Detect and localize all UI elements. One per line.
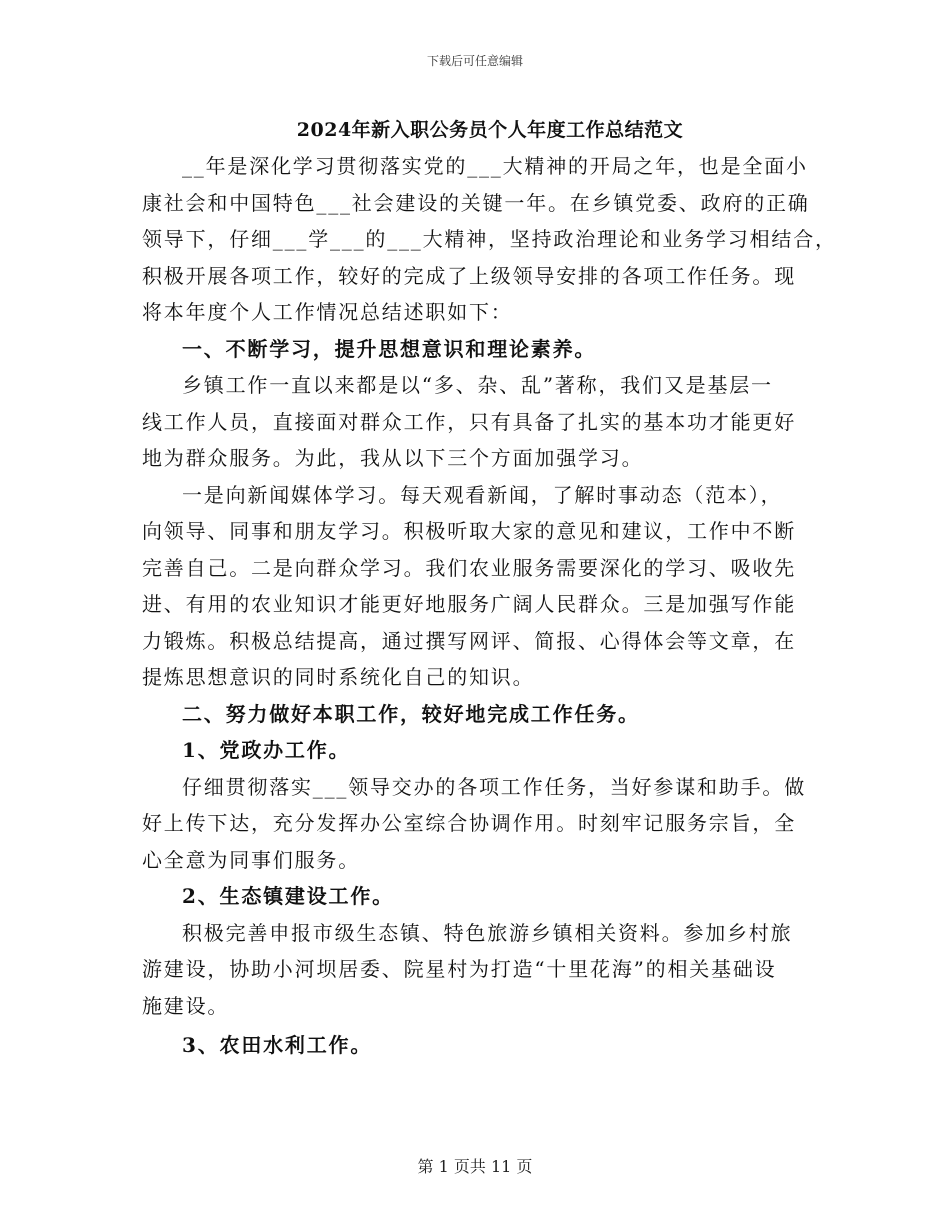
document-title: 2024年新入职公务员个人年度工作总结范文 xyxy=(296,119,684,141)
intro-paragraph: __年是深化学习贯彻落实党的___大精神的开局之年，也是全面小 康社会和中国特色___社会建设的关键一年。在乡镇党委、政府的正确 领导下，仔细___学___的___大精神，坚持政治理论和业务学习相结合， 积极开展各项工作，较好的完成了上级领导安排的各项工作任务。现 将本年度个人工作情况总结述职如下： xyxy=(142,154,837,324)
subsection-2-paragraph: 积极完善申报市级生态镇、特色旅游乡镇相关资料。参加乡村旅 游建设，协助小河坝居委、院星村为打造“十里花海”的相关基础设 施建设。 xyxy=(142,920,793,1018)
page-header-note: 下载后可任意编辑 xyxy=(426,54,523,68)
subsection-heading-2: 2、生态镇建设工作。 xyxy=(182,884,394,908)
page-number: 第 1 页共 11 页 xyxy=(417,1157,533,1176)
subsection-heading-1: 1、党政办工作。 xyxy=(182,738,351,762)
subsection-heading-3: 3、农田水利工作。 xyxy=(182,1033,373,1057)
document-body xyxy=(142,148,842,1064)
section-1-paragraph-1: 乡镇工作一直以来都是以“多、杂、乱”著称，我们又是基层一 线工作人员，直接面对群众工作，只有具备了扎实的基本功才能更好 地为群众服务。为此，我从以下三个方面加强学习。 xyxy=(142,373,796,470)
section-heading-2: 二、努力做好本职工作，较好地完成工作任务。 xyxy=(182,701,640,726)
section-1-paragraph-2: 一是向新闻媒体学习。每天观看新闻，了解时事动态（范本）， 向领导、同事和朋友学习。积极听取大家的意见和建议，工作中不断 完善自己。二是向群众学习。我们农业服务需要深化的学习、吸收先 进、有用的农业知识才能更好地服务广阔人民群众。三是加强写作能 力锻炼。积极总结提高，通过撰写网评、简报、心得体会等文章，在 提炼思想意识的同时系统化自己的知识。 xyxy=(142,482,796,689)
section-heading-1: 一、不断学习，提升思想意识和理论素养。 xyxy=(182,336,597,361)
subsection-1-paragraph: 仔细贯彻落实___领导交办的各项工作任务，当好参谋和助手。做 好上传下达，充分发挥办公室综合协调作用。时刻牢记服务宗旨，全 心全意为同事们服务。 xyxy=(142,774,806,872)
